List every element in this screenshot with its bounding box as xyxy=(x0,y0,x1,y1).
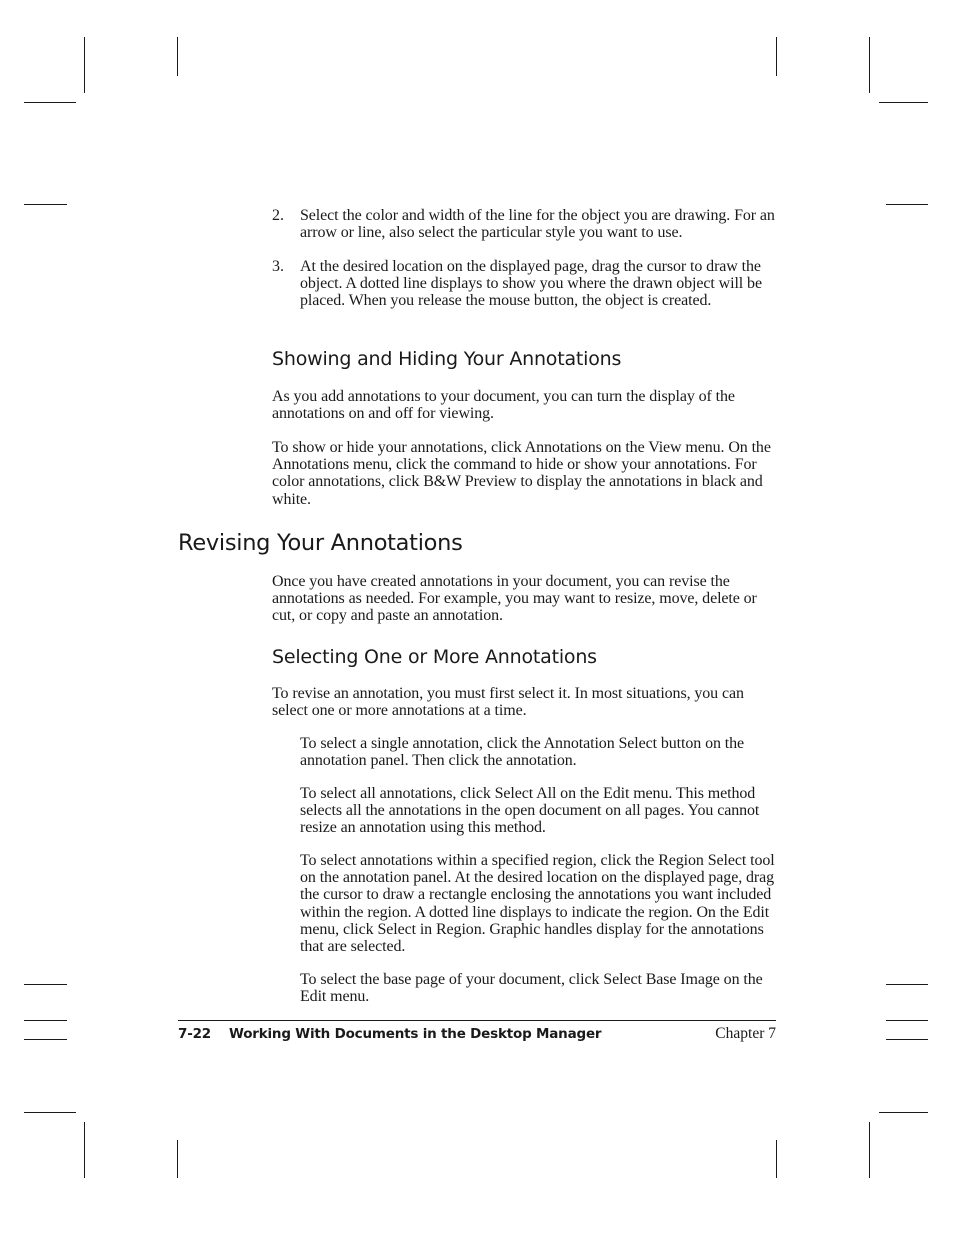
section-heading: Selecting One or More Annotations xyxy=(272,646,597,668)
chapter-section-heading: Revising Your Annotations xyxy=(178,530,463,556)
paragraph: To revise an annotation, you must first select it. In most situations, you can select one or more annotations at a time. xyxy=(272,685,744,720)
indented-paragraph: To select all annotations, click Select All on the Edit menu. This method selects all the annotations in the open document on all pages. You cannot resize an annotation using this method. xyxy=(300,785,760,837)
indented-paragraph: To select annotations within a specified region, click the Region Select tool on the annotation panel. At the desired location on the displayed page, drag the cursor to draw a rectangle enclosing the annotations you want included within the region. A dotted line displays to indicate the region. On the Edit menu, click Select in Region. Graphic handles display for the annotations that are selected. xyxy=(300,852,775,956)
crop-mark xyxy=(24,102,76,103)
crop-mark xyxy=(24,1039,67,1040)
crop-mark xyxy=(869,37,870,93)
crop-mark xyxy=(24,1112,76,1113)
footer-title: Working With Documents in the Desktop Manager xyxy=(228,1026,602,1042)
crop-mark xyxy=(84,1122,85,1178)
crop-mark xyxy=(24,984,67,985)
crop-mark xyxy=(886,984,928,985)
crop-mark xyxy=(869,1122,870,1178)
paragraph: Once you have created annotations in your document, you can revise the annotations as needed. For example, you may want to resize, move, delete or cut, or copy and paste an annotation. xyxy=(272,573,757,625)
step-text: Select the color and width of the line for the object you are drawing. For an arrow or line, also select the particular style you want to use. xyxy=(300,207,775,242)
crop-mark xyxy=(886,1039,928,1040)
step-number: 2. xyxy=(272,207,284,224)
crop-mark xyxy=(84,37,85,93)
crop-mark xyxy=(24,204,67,205)
paragraph: As you add annotations to your document, you can turn the display of the annotations on and off for viewing. xyxy=(272,388,735,423)
crop-mark xyxy=(776,37,777,76)
footer-rule xyxy=(178,1020,776,1021)
step-text: At the desired location on the displayed page, drag the cursor to draw the object. A dotted line displays to show you where the drawn object will be placed. When you release the mouse button, the object is created. xyxy=(300,258,762,310)
section-heading: Showing and Hiding Your Annotations xyxy=(272,348,622,370)
crop-mark xyxy=(177,37,178,76)
crop-mark xyxy=(776,1140,777,1178)
page-number: 7-22 xyxy=(178,1026,211,1042)
running-footer xyxy=(178,1026,601,1042)
step-number: 3. xyxy=(272,258,284,275)
chapter-label: Chapter 7 xyxy=(715,1025,776,1042)
crop-mark xyxy=(177,1140,178,1178)
crop-mark xyxy=(886,1020,928,1021)
paragraph: To show or hide your annotations, click Annotations on the View menu. On the Annotations menu, click the command to hide or show your annotations. For color annotations, click B&W Preview to display the annotations in black and white. xyxy=(272,439,771,508)
crop-mark xyxy=(879,1112,928,1113)
indented-paragraph: To select the base page of your document, click Select Base Image on the Edit menu. xyxy=(300,971,763,1006)
indented-paragraph: To select a single annotation, click the Annotation Select button on the annotation panel. Then click the annotation. xyxy=(300,735,745,770)
crop-mark xyxy=(24,1020,67,1021)
crop-mark xyxy=(886,204,928,205)
crop-mark xyxy=(879,102,928,103)
